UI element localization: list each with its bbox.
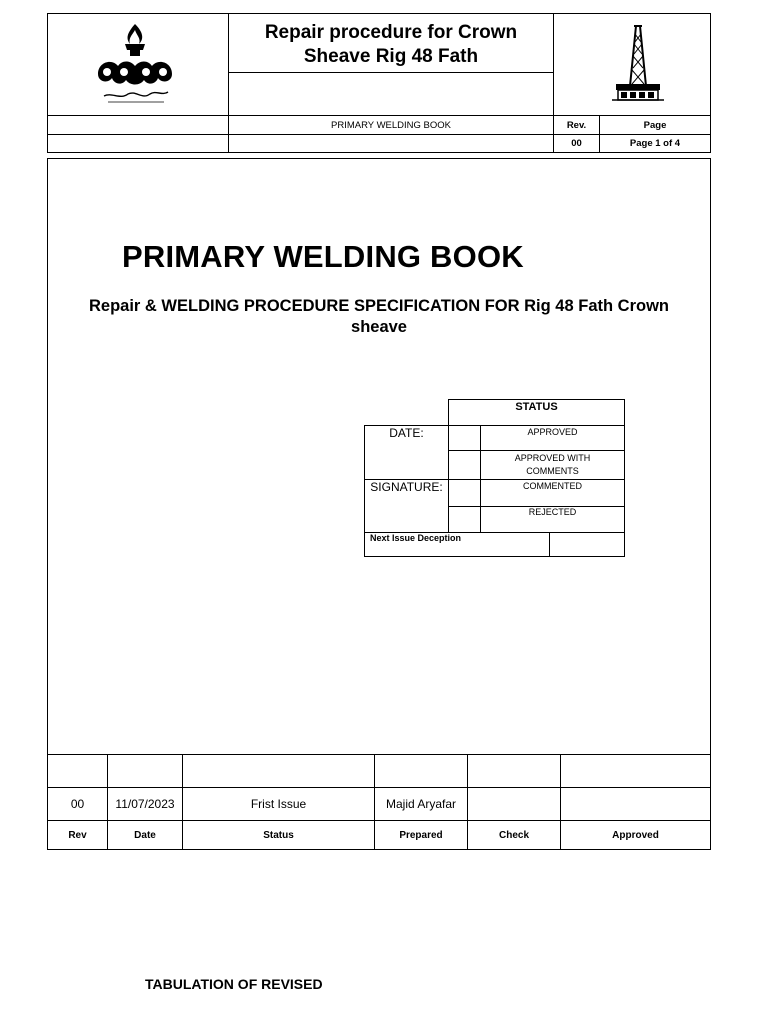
rev-header-prepared: Prepared: [399, 829, 443, 841]
checkbox-rejected[interactable]: [449, 507, 480, 532]
rev-row-check: [468, 788, 560, 820]
company-logo: [92, 22, 178, 104]
document-body: [47, 158, 711, 850]
status-rejected: REJECTED: [528, 506, 577, 517]
revision-table: [48, 754, 710, 850]
rev-row-prepared: Majid Aryafar: [385, 797, 457, 811]
document-header: [47, 13, 711, 153]
rev-header-rev: Rev: [68, 829, 87, 841]
rev-header-date: Date: [134, 829, 156, 841]
checkbox-commented[interactable]: [449, 480, 480, 506]
next-issue-field[interactable]: [550, 533, 624, 556]
book-label: PRIMARY WELDING BOOK: [330, 119, 451, 131]
status-box: [364, 399, 626, 558]
rev-value: 00: [571, 138, 582, 149]
subtitle-line-2: sheave: [351, 318, 407, 336]
date-label: DATE:: [389, 426, 424, 440]
next-issue-label: Next Issue Deception: [370, 533, 462, 543]
subtitle-line-1: Repair & WELDING PROCEDURE SPECIFICATION FOR Rig 48 Fath Crown: [89, 297, 669, 315]
checkbox-approved-with-comments[interactable]: [449, 451, 480, 479]
rev-header-approved: Approved: [612, 829, 659, 841]
nioc-flame-logo-icon: [92, 22, 178, 104]
checkbox-approved[interactable]: [449, 426, 480, 450]
rev-header-status: Status: [263, 829, 294, 841]
rev-row-date: 11/07/2023: [115, 797, 175, 811]
rev-row-approved: [561, 788, 710, 820]
subtitle: [48, 296, 710, 338]
rev-row-status: Frist Issue: [250, 797, 307, 811]
rev-row-rev: 00: [70, 797, 85, 811]
status-commented: COMMENTED: [523, 480, 582, 491]
page-value: Page 1 of 4: [629, 138, 681, 149]
document-title: Repair procedure for Crown Sheave Rig 48 Fath: [264, 22, 518, 67]
rev-header-check: Check: [498, 829, 529, 841]
main-title: PRIMARY WELDING BOOK: [122, 239, 524, 274]
status-approved-with-comments: APPROVED WITH COMMENTS: [514, 453, 591, 476]
rev-label: Rev.: [566, 119, 587, 131]
page-label: Page: [643, 119, 667, 131]
drilling-rig-icon: [608, 22, 668, 102]
tabulation-title: TABULATION OF REVISED: [145, 976, 323, 992]
status-approved: APPROVED: [527, 426, 578, 437]
signature-label: SIGNATURE:: [370, 480, 443, 494]
status-heading: STATUS: [515, 401, 558, 413]
